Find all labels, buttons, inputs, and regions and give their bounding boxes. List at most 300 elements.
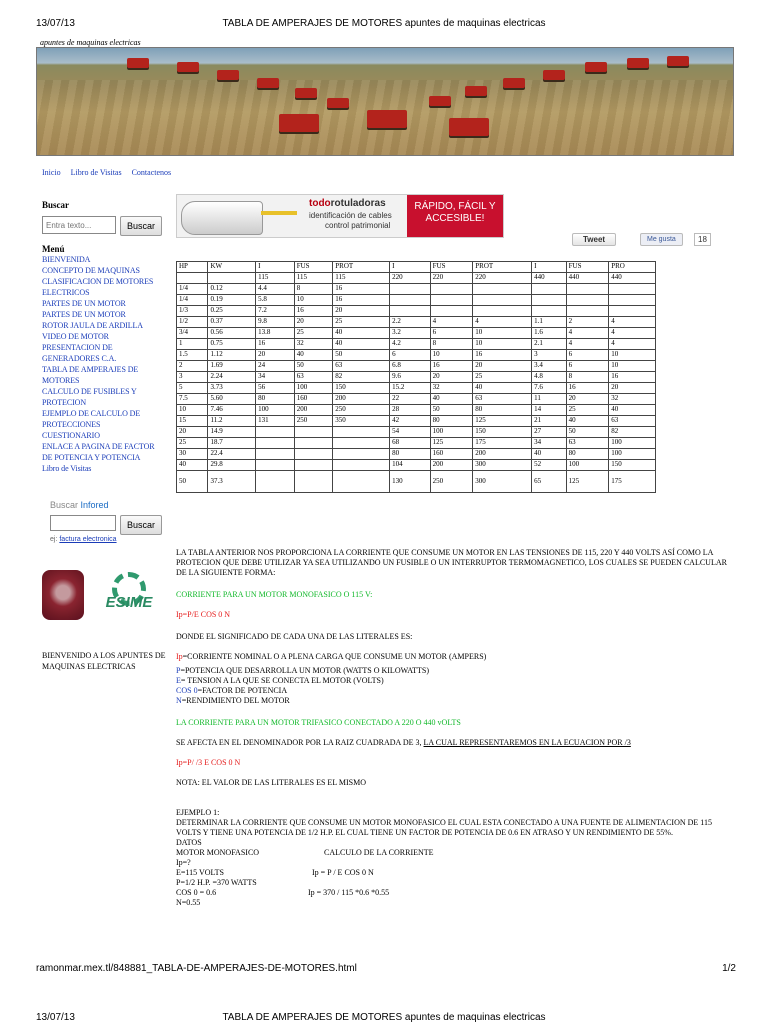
table-cell: 3.2	[390, 328, 431, 339]
calc-data-value: COS 0 = 0.6	[176, 888, 217, 897]
tri-note-b: LA CUAL REPRESENTAREMOS EN LA ECUACION POR /3	[423, 738, 631, 747]
table-cell: 52	[532, 460, 567, 471]
table-row	[177, 328, 656, 339]
calc-col2-head: CALCULO DE LA CORRIENTE	[324, 848, 434, 857]
sidebar	[42, 200, 172, 474]
search-button[interactable]: Buscar	[120, 216, 162, 236]
example-text: DETERMINAR LA CORRIENTE QUE CONSUME UN MOTOR MONOFASICO EL CUAL ESTA CONECTADO A UNA FUENTE DE ALIMENTACION DE 115 VOLTS Y TIENE UNA POTENCIA DE 1/2 H.P. EL CUAL TIENE UN FACTOR DE POTENCIA DE 0.6 EN ATRASO Y UN RENDIMIENTO DE 55%.	[176, 818, 713, 837]
table-cell: 4	[609, 339, 656, 350]
print-header	[0, 18, 768, 32]
tri-formula: Ip=P/ /3 E COS 0 N	[176, 758, 241, 767]
table-cell	[294, 460, 333, 471]
menu-item-cuestionario[interactable]: CUESTIONARIO	[42, 431, 100, 440]
table-cell: 6	[430, 328, 473, 339]
table-cell: 63	[566, 438, 609, 449]
table-cell: 125	[473, 416, 532, 427]
table-row	[177, 427, 656, 438]
like-count: 18	[694, 233, 711, 246]
table-cell: 160	[430, 449, 473, 460]
table-cell: 1	[177, 339, 208, 350]
literal-cos-symbol: COS 0	[176, 686, 198, 695]
table-cell: 16	[333, 284, 390, 295]
table-cell: 6	[566, 361, 609, 372]
calc-formula-step: Ip = P / E COS 0 N	[312, 868, 374, 877]
table-cell: 10	[609, 350, 656, 361]
table-row	[177, 339, 656, 350]
esime-logo	[98, 570, 160, 622]
cable-icon	[261, 211, 297, 215]
table-cell: 4.2	[390, 339, 431, 350]
calc-row	[176, 868, 728, 878]
table-cell: 24	[256, 361, 295, 372]
table-cell: 20	[177, 427, 208, 438]
table-cell: 20	[430, 372, 473, 383]
table-cell: 56	[256, 383, 295, 394]
table-cell: 15	[177, 416, 208, 427]
table-cell	[609, 295, 656, 306]
print-url: ramonmar.mex.tl/848881_TABLA-DE-AMPERAJES-DE-MOTORES.html	[36, 963, 357, 974]
table-cell	[256, 449, 295, 460]
table-cell: 3	[532, 350, 567, 361]
table-cell	[333, 449, 390, 460]
table-cell: 16	[609, 372, 656, 383]
table-cell: 34	[256, 372, 295, 383]
table-cell: 130	[390, 471, 431, 493]
table-cell: 28	[390, 405, 431, 416]
table-cell	[390, 306, 431, 317]
table-row	[177, 438, 656, 449]
table-cell: 2	[177, 361, 208, 372]
menu-item-bienvenida[interactable]: BIENVENIDA	[42, 255, 91, 264]
table-cell: 63	[609, 416, 656, 427]
esime-logo-text: ESIME	[105, 594, 153, 611]
table-cell: 125	[430, 438, 473, 449]
table-cell: 27	[532, 427, 567, 438]
table-cell: 175	[609, 471, 656, 493]
ad-cta: RÁPIDO, FÁCIL Y ACCESIBLE!	[407, 195, 503, 237]
table-cell	[430, 295, 473, 306]
table-cell: 1.1	[532, 317, 567, 328]
calc-row	[176, 878, 728, 888]
table-cell: 220	[390, 273, 431, 284]
table-cell: 4	[566, 328, 609, 339]
table-cell: 4.4	[256, 284, 295, 295]
table-cell: 10	[294, 295, 333, 306]
calc-formula-step: Ip = 370 / 115 *0.6 *0.55	[308, 888, 390, 897]
table-cell: 100	[430, 427, 473, 438]
table-cell	[430, 284, 473, 295]
infored-search-label	[50, 500, 109, 510]
table-row	[177, 372, 656, 383]
table-row	[177, 295, 656, 306]
table-cell: 42	[390, 416, 431, 427]
menu-item-concepto[interactable]: CONCEPTO DE MAQUINAS	[42, 266, 140, 275]
print-page: 1/2	[722, 963, 736, 974]
ad-line-1: identificación de cables	[309, 211, 392, 220]
table-cell: 7.5	[177, 394, 208, 405]
print-footer	[0, 963, 768, 977]
table-cell: 8	[566, 372, 609, 383]
table-cell: 115	[294, 273, 333, 284]
table-cell: 115	[256, 273, 295, 284]
table-cell: 175	[473, 438, 532, 449]
infored-search-button[interactable]: Buscar	[120, 515, 162, 535]
table-cell	[333, 471, 390, 493]
table-cell: 50	[430, 405, 473, 416]
table-cell	[609, 306, 656, 317]
table-cell: 350	[333, 416, 390, 427]
table-cell: 5	[177, 383, 208, 394]
top-nav	[42, 168, 179, 177]
table-cell: 16	[473, 350, 532, 361]
table-cell	[566, 295, 609, 306]
literal-n-text: =RENDIMIENTO DEL MOTOR	[181, 696, 290, 705]
table-cell: 10	[609, 361, 656, 372]
table-cell: 131	[256, 416, 295, 427]
calc-data-value: N=0.55	[176, 898, 201, 907]
table-cell	[566, 284, 609, 295]
literal-p-symbol: P	[176, 666, 181, 675]
article-body	[176, 548, 728, 908]
table-cell	[294, 471, 333, 493]
nav-link-libro-de-visitas[interactable]: Libro de Visitas	[70, 168, 122, 177]
table-cell: 3	[177, 372, 208, 383]
table-cell: 1.69	[208, 361, 256, 372]
table-cell: 16	[566, 383, 609, 394]
menu-item-clasificacion[interactable]: CLASIFICACION DE MOTORES	[42, 277, 154, 286]
table-cell: 20	[473, 361, 532, 372]
table-cell: 25	[473, 372, 532, 383]
table-cell: 40	[333, 328, 390, 339]
table-cell: 25	[566, 405, 609, 416]
table-cell	[256, 460, 295, 471]
like-button[interactable]: Me gusta	[640, 233, 683, 246]
table-cell: 16	[256, 339, 295, 350]
nav-link-inicio[interactable]: Inicio	[42, 168, 61, 177]
print-title: TABLA DE AMPERAJES DE MOTORES apuntes de maquinas electricas	[222, 18, 546, 29]
mono-formula: Ip=P/E COS 0 N	[176, 610, 231, 619]
table-cell	[473, 295, 532, 306]
table-row	[177, 471, 656, 493]
menu-item-fusibles[interactable]: CALCULO DE FUSIBLES Y	[42, 387, 137, 396]
welcome-text: BIENVENIDO A LOS APUNTES DE MAQUINAS ELECTRICAS	[42, 651, 166, 671]
table-cell: 22	[390, 394, 431, 405]
ad-brand	[309, 198, 386, 209]
mono-title: CORRIENTE PARA UN MOTOR MONOFASICO O 115 V:	[176, 590, 373, 599]
menu-item-partes-2[interactable]: PARTES DE UN MOTOR	[42, 310, 126, 319]
literal-p	[176, 666, 728, 676]
menu-item-presentacion-cont[interactable]: GENERADORES C.A.	[42, 354, 117, 363]
table-cell: 100	[609, 438, 656, 449]
table-cell: 7.6	[532, 383, 567, 394]
table-cell: 6	[390, 350, 431, 361]
literal-p-text: =POTENCIA QUE DESARROLLA UN MOTOR (WATTS O KILOWATTS)	[180, 666, 430, 675]
table-cell: 63	[333, 361, 390, 372]
ad-brand-a: todo	[309, 198, 331, 209]
table-cell: 250	[294, 416, 333, 427]
table-cell: 82	[333, 372, 390, 383]
label-printer-icon	[181, 201, 263, 235]
infored-example-link[interactable]: factura electronica	[59, 536, 117, 543]
table-cell: 7.2	[256, 306, 295, 317]
table-cell: 34	[532, 438, 567, 449]
table-volts-row	[177, 273, 656, 284]
amperage-table	[176, 261, 656, 493]
infored-example-prefix: ej:	[50, 536, 58, 543]
table-cell: 16	[333, 295, 390, 306]
table-row	[177, 284, 656, 295]
table-cell: HP	[177, 262, 208, 273]
table-cell	[473, 306, 532, 317]
table-cell: 2	[566, 317, 609, 328]
table-cell: 2.24	[208, 372, 256, 383]
table-cell: 25	[294, 328, 333, 339]
table-cell	[430, 306, 473, 317]
table-header-row	[177, 262, 656, 273]
literal-cos	[176, 686, 728, 696]
table-cell: 10	[430, 350, 473, 361]
table-cell: PROT	[473, 262, 532, 273]
table-cell	[208, 273, 256, 284]
table-cell: 4	[473, 317, 532, 328]
table-cell: 30	[177, 449, 208, 460]
tri-note	[176, 738, 728, 748]
example-title: EJEMPLO 1:	[176, 808, 220, 817]
table-cell	[532, 295, 567, 306]
table-cell: 8	[430, 339, 473, 350]
table-cell: 3.4	[532, 361, 567, 372]
table-cell: 80	[473, 405, 532, 416]
table-cell: 100	[609, 449, 656, 460]
table-cell: 150	[473, 427, 532, 438]
table-cell: 25	[177, 438, 208, 449]
tweet-button[interactable]: Tweet	[572, 233, 616, 246]
table-cell	[566, 306, 609, 317]
table-cell: 80	[390, 449, 431, 460]
table-cell: 0.75	[208, 339, 256, 350]
table-cell	[333, 427, 390, 438]
table-cell: 63	[294, 372, 333, 383]
table-cell: 10	[177, 405, 208, 416]
literal-e-symbol: E	[176, 676, 181, 685]
table-cell: 250	[333, 405, 390, 416]
menu-item-tabla[interactable]: TABLA DE AMPERAJES DE	[42, 365, 139, 374]
table-cell: 80	[566, 449, 609, 460]
menu-label: Menú	[42, 244, 65, 254]
table-cell: I	[390, 262, 431, 273]
table-row	[177, 416, 656, 427]
menu-item-clasificacion-cont[interactable]: ELECTRICOS	[42, 288, 90, 297]
table-cell	[532, 284, 567, 295]
table-cell: 3.73	[208, 383, 256, 394]
table-cell: 32	[609, 394, 656, 405]
table-cell: 7.46	[208, 405, 256, 416]
table-cell: 21	[532, 416, 567, 427]
menu-item-rotor[interactable]: ROTOR JAULA DE ARDILLA	[42, 321, 143, 330]
table-cell: 440	[532, 273, 567, 284]
menu-item-enlace[interactable]: ENLACE A PAGINA DE FACTOR	[42, 442, 155, 451]
table-cell: 100	[256, 405, 295, 416]
table-cell: 0.37	[208, 317, 256, 328]
table-cell: 80	[430, 416, 473, 427]
table-cell: 1/4	[177, 284, 208, 295]
table-cell: FUS	[294, 262, 333, 273]
table-cell: 5.8	[256, 295, 295, 306]
table-cell	[256, 427, 295, 438]
table-cell: I	[256, 262, 295, 273]
table-cell: 68	[390, 438, 431, 449]
table-cell	[390, 284, 431, 295]
menu-item-ejemplo[interactable]: EJEMPLO DE CALCULO DE	[42, 409, 141, 418]
table-cell: 8	[294, 284, 333, 295]
search-label: Buscar	[42, 200, 69, 210]
table-row	[177, 449, 656, 460]
table-cell	[294, 449, 333, 460]
table-cell: 0.12	[208, 284, 256, 295]
table-cell: 3/4	[177, 328, 208, 339]
table-cell	[256, 438, 295, 449]
infored-search-input[interactable]	[50, 515, 116, 531]
table-cell: 300	[473, 460, 532, 471]
table-cell: 63	[473, 394, 532, 405]
table-cell: 37.3	[208, 471, 256, 493]
menu-item-partes-1[interactable]: PARTES DE UN MOTOR	[42, 299, 126, 308]
ad-banner[interactable]	[176, 194, 504, 238]
menu-item-libro[interactable]: Libro de Visitas	[42, 464, 92, 473]
table-cell: 160	[294, 394, 333, 405]
table-cell: 2.2	[390, 317, 431, 328]
table-cell: 4.8	[532, 372, 567, 383]
calc-data-value: E=115 VOLTS	[176, 868, 224, 877]
table-cell: 220	[473, 273, 532, 284]
table-row	[177, 460, 656, 471]
table-cell: 4	[609, 328, 656, 339]
table-cell: 20	[256, 350, 295, 361]
table-cell: 40	[473, 383, 532, 394]
table-cell: 1/3	[177, 306, 208, 317]
menu-item-fusibles-cont[interactable]: PROTECION	[42, 398, 86, 407]
table-cell: 16	[430, 361, 473, 372]
table-cell: 20	[566, 394, 609, 405]
datos-label: DATOS	[176, 838, 202, 847]
literal-ip-text: =CORRIENTE NOMINAL O A PLENA CARGA QUE CONSUME UN MOTOR (AMPERS)	[182, 652, 487, 661]
table-cell: 80	[256, 394, 295, 405]
table-cell: 200	[294, 405, 333, 416]
table-cell: 11.2	[208, 416, 256, 427]
menu-item-tabla-cont[interactable]: MOTORES	[42, 376, 80, 385]
ipn-logo	[42, 570, 84, 620]
site-name: apuntes de maquinas electricas	[40, 38, 141, 47]
table-cell: 0.56	[208, 328, 256, 339]
table-cell: 9.8	[256, 317, 295, 328]
table-cell: 300	[473, 471, 532, 493]
table-cell: 50	[294, 361, 333, 372]
nav-link-contactenos[interactable]: Contactenos	[131, 168, 172, 177]
table-cell: 100	[294, 383, 333, 394]
table-cell: 18.7	[208, 438, 256, 449]
literal-e-text: = TENSION A LA QUE SE CONECTA EL MOTOR (VOLTS)	[180, 676, 384, 685]
table-row	[177, 383, 656, 394]
literal-n-symbol: N	[176, 696, 182, 705]
table-row	[177, 350, 656, 361]
table-cell: 150	[333, 383, 390, 394]
table-cell: 50	[566, 427, 609, 438]
table-cell	[532, 306, 567, 317]
table-row	[177, 361, 656, 372]
tri-title: LA CORRIENTE PARA UN MOTOR TRIFASICO CONECTADO A 220 O 440 vOLTS	[176, 718, 461, 727]
table-cell: 54	[390, 427, 431, 438]
ad-brand-b: rotuladoras	[330, 198, 386, 209]
table-cell: 9.6	[390, 372, 431, 383]
table-cell: I	[532, 262, 567, 273]
print-title-2: TABLA DE AMPERAJES DE MOTORES apuntes de maquinas electricas	[222, 1012, 546, 1023]
calc-col1-head: MOTOR MONOFASICO	[176, 848, 260, 857]
search-input[interactable]	[42, 216, 116, 234]
table-cell: 20	[609, 383, 656, 394]
table-cell: 50	[177, 471, 208, 493]
table-cell: 115	[333, 273, 390, 284]
table-cell	[256, 471, 295, 493]
table-cell: 2.1	[532, 339, 567, 350]
literal-cos-text: =FACTOR DE POTENCIA	[197, 686, 288, 695]
table-cell: 0.25	[208, 306, 256, 317]
table-cell: 32	[294, 339, 333, 350]
infored-example	[50, 536, 117, 543]
table-cell: 40	[532, 449, 567, 460]
table-cell: 65	[532, 471, 567, 493]
nota: NOTA: EL VALOR DE LAS LITERALES ES EL MISMO	[176, 778, 367, 787]
calc-row	[176, 898, 728, 908]
table-cell: 10	[473, 339, 532, 350]
table-cell: 14	[532, 405, 567, 416]
table-cell: 440	[566, 273, 609, 284]
calc-row	[176, 858, 728, 868]
menu-item-presentacion[interactable]: PRESENTACION DE	[42, 343, 113, 352]
table-cell: 29.8	[208, 460, 256, 471]
menu-item-enlace-cont[interactable]: DE POTENCIA Y POTENCIA	[42, 453, 141, 462]
menu-item-video[interactable]: VIDEO DE MOTOR	[42, 332, 109, 341]
table-cell: 100	[566, 460, 609, 471]
table-cell	[177, 273, 208, 284]
table-cell	[390, 295, 431, 306]
literals-intro: DONDE EL SIGNIFICADO DE CADA UNA DE LAS LITERALES ES:	[176, 632, 413, 641]
table-cell: 32	[430, 383, 473, 394]
table-cell	[294, 438, 333, 449]
table-cell: 40	[333, 339, 390, 350]
table-row	[177, 405, 656, 416]
table-row	[177, 306, 656, 317]
print-date: 13/07/13	[36, 18, 75, 29]
table-cell: 40	[177, 460, 208, 471]
table-cell: 82	[609, 427, 656, 438]
menu-item-ejemplo-cont[interactable]: PROTECCIONES	[42, 420, 101, 429]
table-cell	[294, 427, 333, 438]
table-cell: 1.12	[208, 350, 256, 361]
tri-note-a: SE AFECTA EN EL DENOMINADOR POR LA RAIZ CUADRADA DE 3,	[176, 738, 424, 747]
table-cell: KW	[208, 262, 256, 273]
table-cell: 1/4	[177, 295, 208, 306]
table-cell: 15.2	[390, 383, 431, 394]
table-cell: 20	[333, 306, 390, 317]
table-cell: PROT	[333, 262, 390, 273]
table-cell: 0.19	[208, 295, 256, 306]
table-cell: 40	[430, 394, 473, 405]
literals-list	[176, 652, 728, 706]
table-cell: 14.9	[208, 427, 256, 438]
table-cell: 5.60	[208, 394, 256, 405]
literal-n	[176, 696, 728, 706]
table-cell: 6.8	[390, 361, 431, 372]
